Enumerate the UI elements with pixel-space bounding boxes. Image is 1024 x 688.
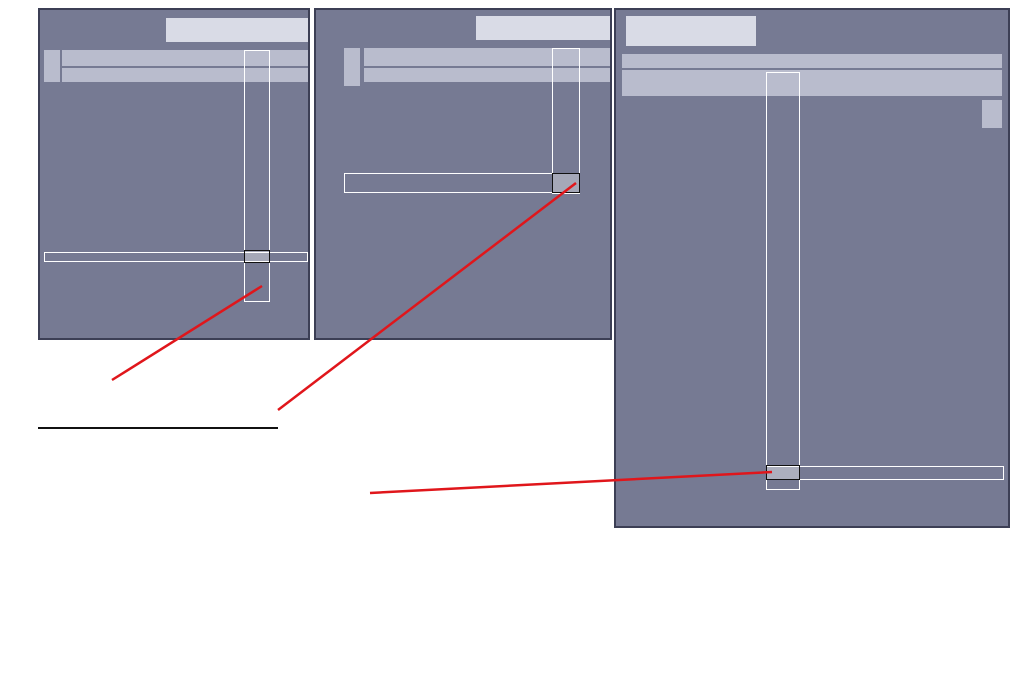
- table-c-correction-header: [622, 70, 1002, 96]
- table-c-subtitle: [622, 54, 1002, 68]
- table-a-lha-top: [62, 50, 308, 66]
- table-c-lat-header: [982, 100, 1002, 128]
- table-a-title: [166, 18, 310, 42]
- table-c-highlight-column: [766, 72, 800, 490]
- table-a-highlight-column: [244, 50, 270, 302]
- table-b-title: [476, 16, 612, 40]
- table-c: [614, 8, 1010, 528]
- table-a-lat-header: [44, 50, 60, 82]
- table-c-title: [626, 16, 756, 46]
- table-a-lha-bottom: [62, 68, 308, 82]
- table-c-highlight-cell: [766, 465, 800, 480]
- table-a: [38, 8, 310, 340]
- table-b-highlight-cell: [552, 173, 580, 193]
- table-b-highlight-row: [344, 173, 580, 193]
- calc-divider: [38, 427, 278, 429]
- table-b: [314, 8, 612, 340]
- table-a-highlight-cell: [244, 250, 270, 263]
- table-c-highlight-row: [766, 466, 1004, 480]
- table-b-dec-header: [344, 48, 360, 86]
